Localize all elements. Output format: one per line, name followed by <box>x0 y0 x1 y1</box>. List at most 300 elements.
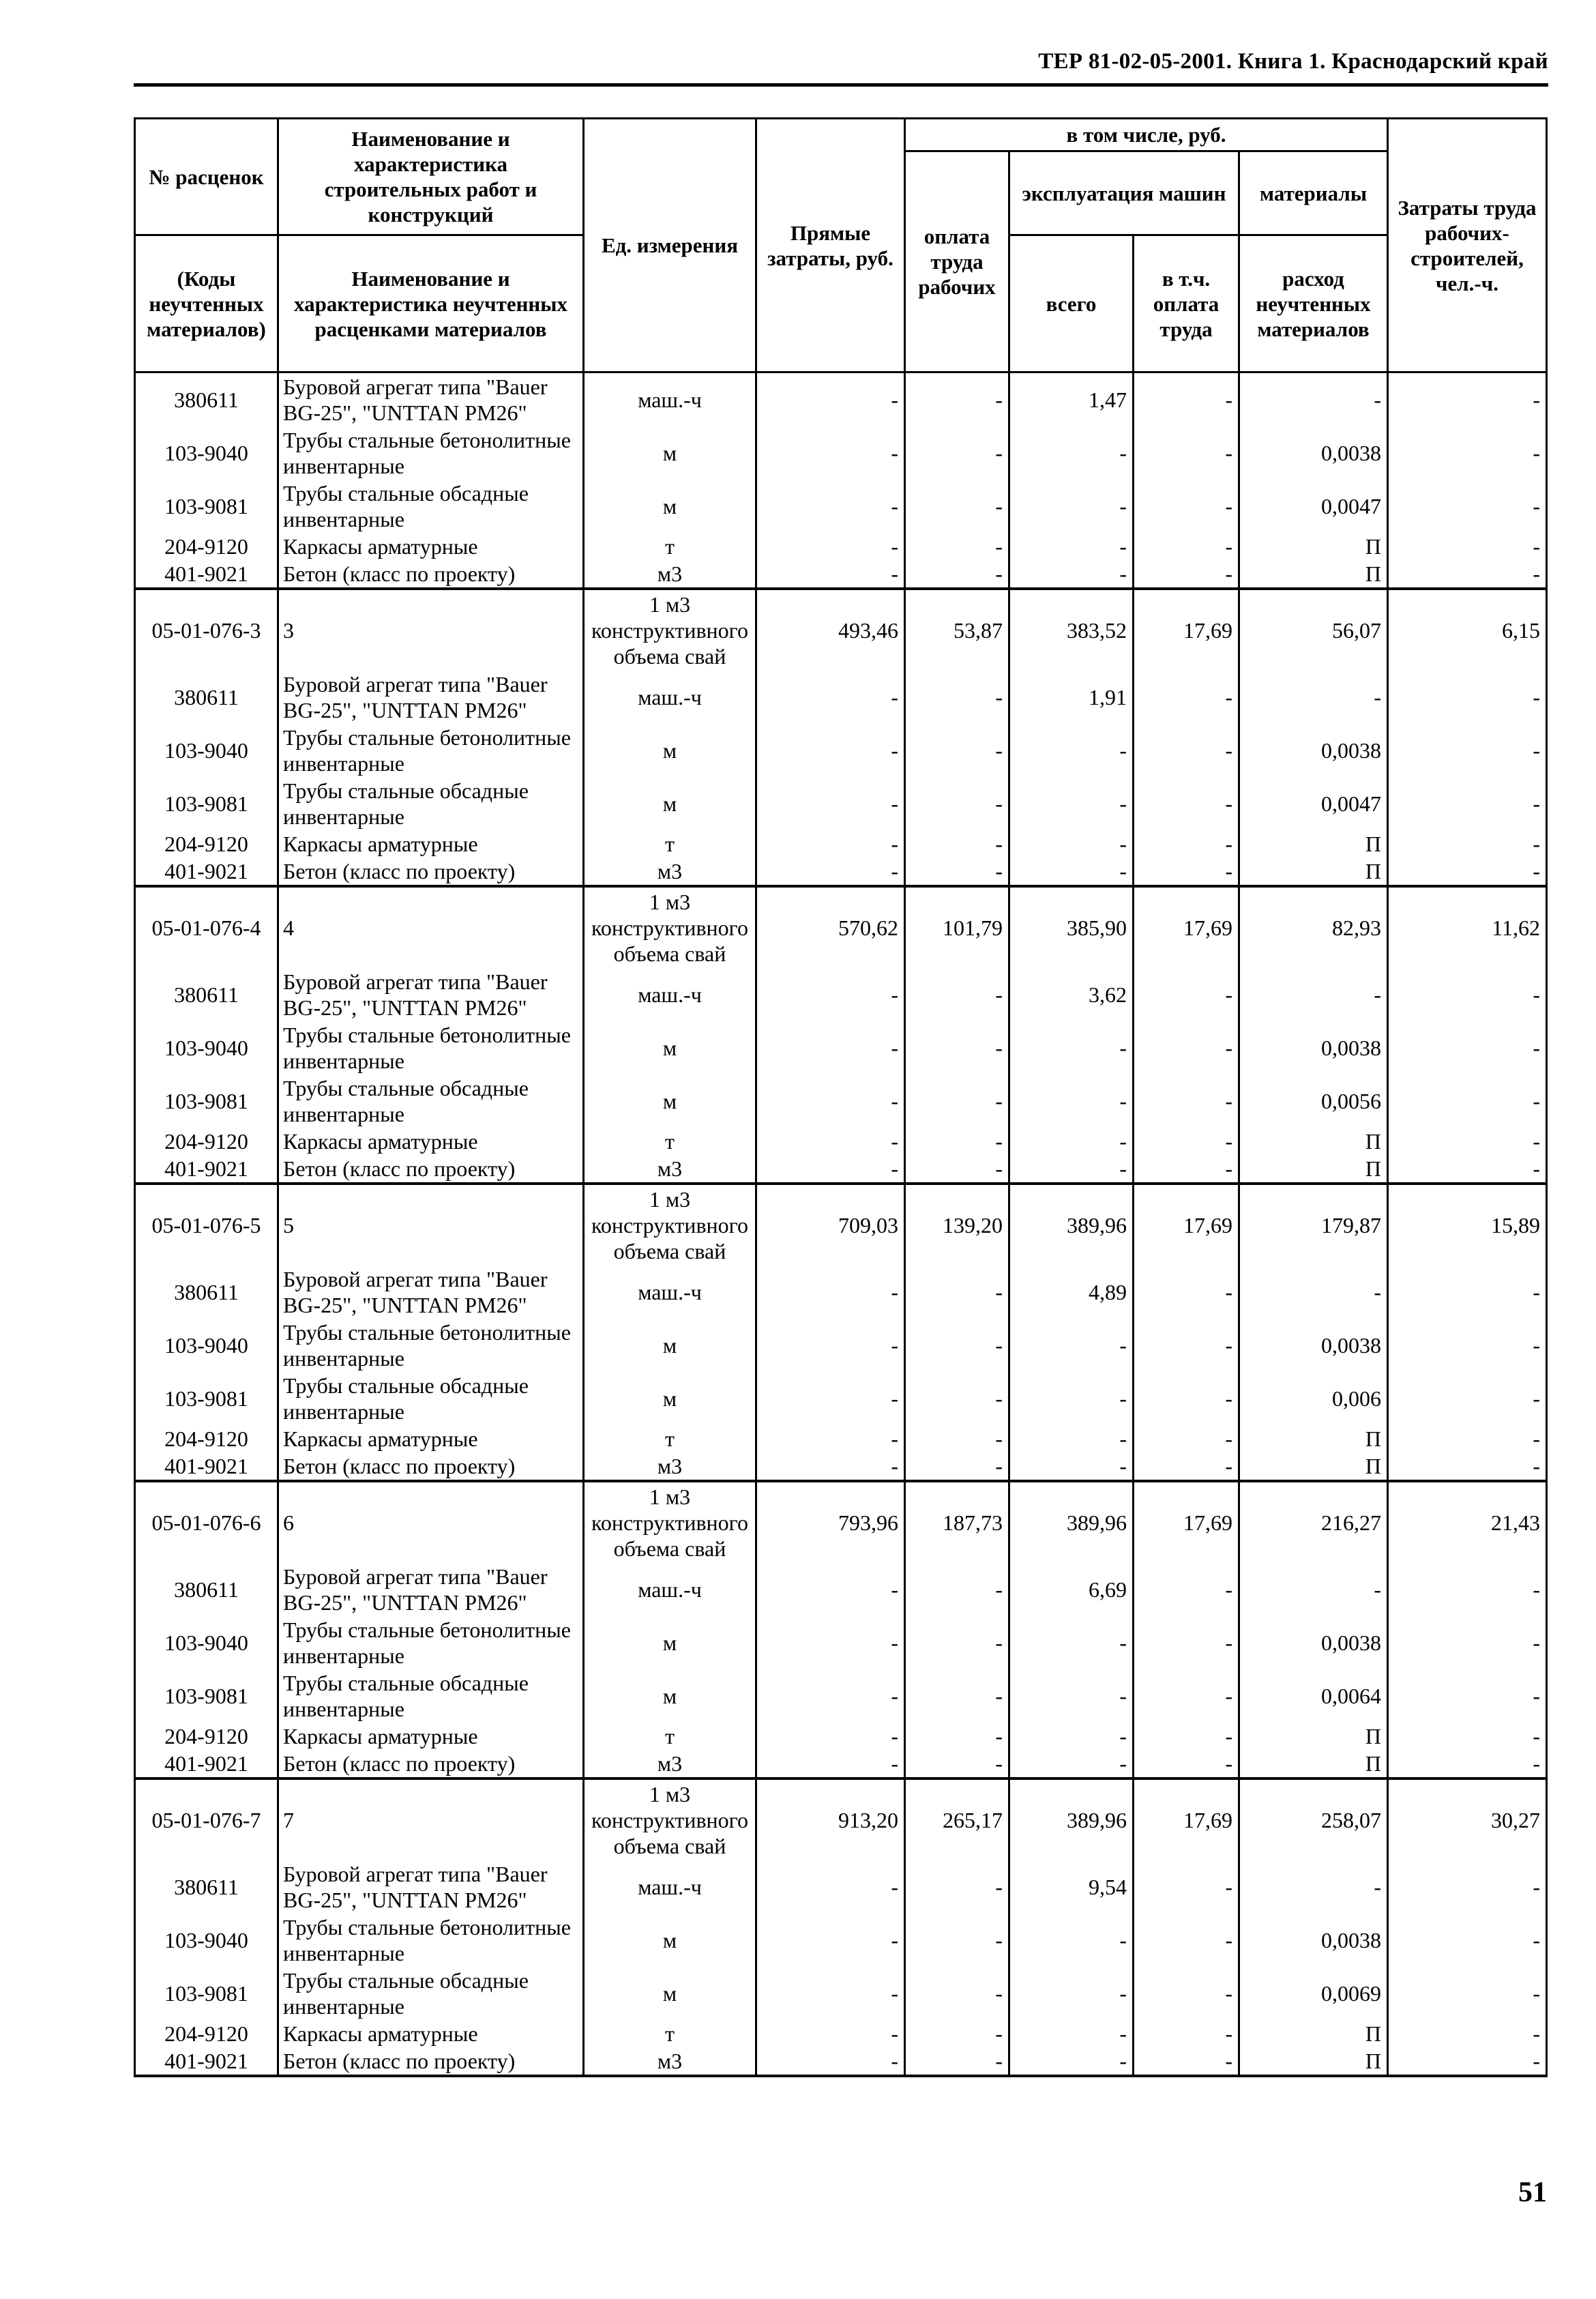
material-row <box>135 1021 1547 1074</box>
labor-pay-cell: - <box>905 1128 1009 1155</box>
labor-pay-cell: - <box>905 671 1009 724</box>
labor-cost-cell: - <box>1388 533 1547 560</box>
material-row <box>135 560 1547 589</box>
material-row <box>135 968 1547 1021</box>
labor-pay-cell: - <box>905 1265 1009 1319</box>
material-row <box>135 1563 1547 1616</box>
direct-costs-cell: - <box>756 480 905 533</box>
materials-cell: 258,07 <box>1239 1778 1388 1860</box>
materials-cell: П <box>1239 1452 1388 1481</box>
direct-costs-cell: 493,46 <box>756 589 905 671</box>
unit-cell: м <box>584 1074 756 1128</box>
machines-labor-cell: - <box>1134 1155 1239 1184</box>
material-row <box>135 1750 1547 1778</box>
direct-costs-cell: - <box>756 1669 905 1723</box>
unit-cell: м <box>584 480 756 533</box>
labor-cost-cell: - <box>1388 858 1547 886</box>
direct-costs-cell: - <box>756 1319 905 1372</box>
machines-labor-cell: - <box>1134 426 1239 480</box>
machines-total-cell: 385,90 <box>1009 886 1134 968</box>
header-machines: эксплуатация машин <box>1009 151 1239 235</box>
material-row <box>135 1452 1547 1481</box>
name-cell: Буровой агрегат типа "Bauer BG-25", "UNTTAN PM26" <box>278 1860 584 1914</box>
material-row <box>135 724 1547 777</box>
code-cell: 204-9120 <box>135 1425 278 1452</box>
unit-cell: 1 м3 конструктивного объема свай <box>584 1184 756 1265</box>
labor-cost-cell: - <box>1388 1616 1547 1669</box>
name-cell: Буровой агрегат типа "Bauer BG-25", "UNTTAN PM26" <box>278 671 584 724</box>
code-cell: 401-9021 <box>135 858 278 886</box>
machines-total-cell: - <box>1009 426 1134 480</box>
machines-total-cell: - <box>1009 1021 1134 1074</box>
machines-labor-cell: - <box>1134 777 1239 830</box>
unit-cell: маш.-ч <box>584 372 756 427</box>
machines-total-cell: - <box>1009 2047 1134 2076</box>
labor-cost-cell: - <box>1388 1723 1547 1750</box>
labor-cost-cell: - <box>1388 724 1547 777</box>
machines-total-cell: - <box>1009 1723 1134 1750</box>
page-number: 51 <box>1518 2177 1547 2208</box>
machines-labor-cell: - <box>1134 1967 1239 2020</box>
material-row <box>135 1155 1547 1184</box>
unit-cell: м <box>584 1616 756 1669</box>
machines-labor-cell: - <box>1134 1021 1239 1074</box>
machines-total-cell: - <box>1009 1967 1134 2020</box>
code-cell: 103-9081 <box>135 1074 278 1128</box>
name-cell: Бетон (класс по проекту) <box>278 1452 584 1481</box>
labor-cost-cell: - <box>1388 2047 1547 2076</box>
header-name: Наименование и характеристика строительных работ и конструкций <box>278 119 584 235</box>
code-cell: 05-01-076-4 <box>135 886 278 968</box>
machines-total-cell: 389,96 <box>1009 1184 1134 1265</box>
name-cell: Бетон (класс по проекту) <box>278 1750 584 1778</box>
direct-costs-cell: - <box>756 1128 905 1155</box>
machines-total-cell: - <box>1009 560 1134 589</box>
materials-cell: - <box>1239 372 1388 427</box>
name-cell: Трубы стальные бетонолитные инвентарные <box>278 1319 584 1372</box>
machines-labor-cell: - <box>1134 671 1239 724</box>
labor-pay-cell: - <box>905 1723 1009 1750</box>
unit-cell: маш.-ч <box>584 671 756 724</box>
machines-total-cell: - <box>1009 1372 1134 1425</box>
machines-labor-cell: - <box>1134 1425 1239 1452</box>
direct-costs-cell: - <box>756 777 905 830</box>
labor-cost-cell: 11,62 <box>1388 886 1547 968</box>
code-cell: 204-9120 <box>135 2020 278 2047</box>
direct-costs-cell: - <box>756 1265 905 1319</box>
header-direct-costs: Прямые затраты, руб. <box>756 119 905 372</box>
unit-cell: маш.-ч <box>584 1265 756 1319</box>
header-materials-unaccounted: расход неучтенных материалов <box>1239 235 1388 372</box>
name-cell: Буровой агрегат типа "Bauer BG-25", "UNTTAN PM26" <box>278 372 584 427</box>
header-unit: Ед. измерения <box>584 119 756 372</box>
machines-total-cell: - <box>1009 2020 1134 2047</box>
machines-total-cell: 9,54 <box>1009 1860 1134 1914</box>
machines-total-cell: - <box>1009 777 1134 830</box>
name-cell: Трубы стальные обсадные инвентарные <box>278 1967 584 2020</box>
name-cell: Каркасы арматурные <box>278 1723 584 1750</box>
labor-cost-cell: - <box>1388 1265 1547 1319</box>
material-row <box>135 1967 1547 2020</box>
code-cell: 401-9021 <box>135 2047 278 2076</box>
materials-cell: П <box>1239 1750 1388 1778</box>
name-cell: Бетон (класс по проекту) <box>278 2047 584 2076</box>
name-cell: 4 <box>278 886 584 968</box>
code-cell: 103-9040 <box>135 1319 278 1372</box>
machines-labor-cell: - <box>1134 1616 1239 1669</box>
material-row <box>135 2047 1547 2076</box>
labor-pay-cell: - <box>905 1616 1009 1669</box>
materials-cell: 0,0038 <box>1239 1319 1388 1372</box>
name-cell: Бетон (класс по проекту) <box>278 560 584 589</box>
labor-pay-cell: - <box>905 724 1009 777</box>
unit-cell: м3 <box>584 1155 756 1184</box>
materials-cell: П <box>1239 1128 1388 1155</box>
labor-pay-cell: - <box>905 1021 1009 1074</box>
material-row <box>135 1723 1547 1750</box>
machines-total-cell: - <box>1009 858 1134 886</box>
machines-labor-cell: - <box>1134 1723 1239 1750</box>
labor-pay-cell: - <box>905 1425 1009 1452</box>
header-labor-pay: оплата труда рабочих <box>905 151 1009 372</box>
code-cell: 204-9120 <box>135 1723 278 1750</box>
name-cell: Трубы стальные обсадные инвентарные <box>278 1669 584 1723</box>
unit-cell: м3 <box>584 1452 756 1481</box>
code-cell: 103-9081 <box>135 1669 278 1723</box>
code-cell: 103-9081 <box>135 777 278 830</box>
machines-labor-cell: - <box>1134 1265 1239 1319</box>
labor-cost-cell: 30,27 <box>1388 1778 1547 1860</box>
machines-total-cell: 389,96 <box>1009 1481 1134 1563</box>
labor-pay-cell: - <box>905 830 1009 858</box>
labor-pay-cell: - <box>905 777 1009 830</box>
labor-pay-cell: - <box>905 1914 1009 1967</box>
materials-cell: 0,0038 <box>1239 1616 1388 1669</box>
direct-costs-cell: - <box>756 1074 905 1128</box>
labor-cost-cell: - <box>1388 426 1547 480</box>
machines-total-cell: 1,47 <box>1009 372 1134 427</box>
labor-cost-cell: - <box>1388 560 1547 589</box>
direct-costs-cell: - <box>756 671 905 724</box>
machines-labor-cell: - <box>1134 1563 1239 1616</box>
direct-costs-cell: - <box>756 1563 905 1616</box>
direct-costs-cell: - <box>756 724 905 777</box>
labor-cost-cell: - <box>1388 777 1547 830</box>
materials-cell: 0,0038 <box>1239 724 1388 777</box>
labor-pay-cell: - <box>905 1750 1009 1778</box>
material-row <box>135 1860 1547 1914</box>
machines-total-cell: 389,96 <box>1009 1778 1134 1860</box>
unit-cell: т <box>584 533 756 560</box>
unit-cell: м <box>584 1669 756 1723</box>
materials-cell: П <box>1239 560 1388 589</box>
materials-cell: 216,27 <box>1239 1481 1388 1563</box>
table-header <box>135 119 1547 372</box>
name-cell: Трубы стальные бетонолитные инвентарные <box>278 1914 584 1967</box>
unit-cell: маш.-ч <box>584 1860 756 1914</box>
unit-cell: 1 м3 конструктивного объема свай <box>584 589 756 671</box>
machines-total-cell: - <box>1009 1616 1134 1669</box>
code-cell: 103-9081 <box>135 1967 278 2020</box>
labor-pay-cell: - <box>905 1319 1009 1372</box>
unit-cell: м <box>584 1914 756 1967</box>
labor-cost-cell: 6,15 <box>1388 589 1547 671</box>
labor-cost-cell: - <box>1388 1750 1547 1778</box>
machines-total-cell: - <box>1009 1128 1134 1155</box>
code-cell: 380611 <box>135 1265 278 1319</box>
rate-row <box>135 1481 1547 1563</box>
unit-cell: т <box>584 830 756 858</box>
labor-pay-cell: - <box>905 1563 1009 1616</box>
direct-costs-cell: - <box>756 1616 905 1669</box>
machines-labor-cell: 17,69 <box>1134 1481 1239 1563</box>
name-cell: 7 <box>278 1778 584 1860</box>
materials-cell: 56,07 <box>1239 589 1388 671</box>
materials-cell: 0,0064 <box>1239 1669 1388 1723</box>
code-cell: 103-9040 <box>135 1616 278 1669</box>
machines-total-cell: - <box>1009 1074 1134 1128</box>
labor-cost-cell: - <box>1388 1074 1547 1128</box>
rates-table <box>134 117 1548 2077</box>
unit-cell: м3 <box>584 2047 756 2076</box>
machines-labor-cell: - <box>1134 1669 1239 1723</box>
labor-pay-cell: - <box>905 2047 1009 2076</box>
machines-total-cell: 4,89 <box>1009 1265 1134 1319</box>
materials-cell: П <box>1239 1723 1388 1750</box>
labor-cost-cell: - <box>1388 1452 1547 1481</box>
labor-pay-cell: - <box>905 1372 1009 1425</box>
materials-cell: П <box>1239 2020 1388 2047</box>
unit-cell: м <box>584 1319 756 1372</box>
labor-cost-cell: - <box>1388 830 1547 858</box>
direct-costs-cell: - <box>756 372 905 427</box>
labor-cost-cell: - <box>1388 1021 1547 1074</box>
header-rule <box>134 83 1548 87</box>
labor-pay-cell: 53,87 <box>905 589 1009 671</box>
code-cell: 103-9081 <box>135 480 278 533</box>
labor-pay-cell: - <box>905 1155 1009 1184</box>
unit-cell: м <box>584 777 756 830</box>
code-cell: 401-9021 <box>135 1452 278 1481</box>
direct-costs-cell: - <box>756 2020 905 2047</box>
name-cell: Каркасы арматурные <box>278 830 584 858</box>
direct-costs-cell: - <box>756 1021 905 1074</box>
rate-row <box>135 589 1547 671</box>
materials-cell: - <box>1239 671 1388 724</box>
name-cell: Каркасы арматурные <box>278 2020 584 2047</box>
code-cell: 103-9081 <box>135 1372 278 1425</box>
machines-total-cell: 1,91 <box>1009 671 1134 724</box>
unit-cell: м <box>584 426 756 480</box>
material-row <box>135 1372 1547 1425</box>
materials-cell: - <box>1239 968 1388 1021</box>
labor-cost-cell: - <box>1388 1967 1547 2020</box>
materials-cell: 0,0056 <box>1239 1074 1388 1128</box>
direct-costs-cell: - <box>756 1425 905 1452</box>
unit-cell: маш.-ч <box>584 968 756 1021</box>
machines-labor-cell: 17,69 <box>1134 589 1239 671</box>
direct-costs-cell: - <box>756 968 905 1021</box>
direct-costs-cell: - <box>756 858 905 886</box>
unit-cell: м <box>584 724 756 777</box>
machines-labor-cell: - <box>1134 858 1239 886</box>
labor-pay-cell: - <box>905 1860 1009 1914</box>
name-cell: Трубы стальные бетонолитные инвентарные <box>278 724 584 777</box>
direct-costs-cell: 709,03 <box>756 1184 905 1265</box>
labor-cost-cell: - <box>1388 1155 1547 1184</box>
labor-cost-cell: - <box>1388 372 1547 427</box>
name-cell: Трубы стальные бетонолитные инвентарные <box>278 426 584 480</box>
running-header: ТЕР 81-02-05-2001. Книга 1. Краснодарский край <box>1038 49 1548 74</box>
labor-cost-cell: - <box>1388 1914 1547 1967</box>
name-cell: 6 <box>278 1481 584 1563</box>
name-cell: Трубы стальные бетонолитные инвентарные <box>278 1616 584 1669</box>
machines-total-cell: - <box>1009 1319 1134 1372</box>
direct-costs-cell: - <box>756 560 905 589</box>
materials-cell: 0,0038 <box>1239 1914 1388 1967</box>
labor-cost-cell: - <box>1388 968 1547 1021</box>
header-machines-labor: в т.ч. оплата труда <box>1134 235 1239 372</box>
name-cell: Бетон (класс по проекту) <box>278 1155 584 1184</box>
code-cell: 401-9021 <box>135 560 278 589</box>
labor-cost-cell: - <box>1388 1669 1547 1723</box>
machines-total-cell: - <box>1009 1452 1134 1481</box>
material-row <box>135 2020 1547 2047</box>
labor-pay-cell: - <box>905 2020 1009 2047</box>
direct-costs-cell: - <box>756 1723 905 1750</box>
code-cell: 204-9120 <box>135 1128 278 1155</box>
direct-costs-cell: - <box>756 1860 905 1914</box>
code-cell: 05-01-076-5 <box>135 1184 278 1265</box>
materials-cell: 0,006 <box>1239 1372 1388 1425</box>
header-including: в том числе, руб. <box>905 119 1388 151</box>
machines-total-cell: 383,52 <box>1009 589 1134 671</box>
labor-cost-cell: 21,43 <box>1388 1481 1547 1563</box>
direct-costs-cell: - <box>756 2047 905 2076</box>
header-materials: материалы <box>1239 151 1388 235</box>
materials-cell: П <box>1239 1155 1388 1184</box>
material-row <box>135 1074 1547 1128</box>
machines-labor-cell: - <box>1134 1750 1239 1778</box>
direct-costs-cell: 570,62 <box>756 886 905 968</box>
unit-cell: м <box>584 1372 756 1425</box>
labor-cost-cell: - <box>1388 1319 1547 1372</box>
direct-costs-cell: - <box>756 426 905 480</box>
labor-pay-cell: - <box>905 1669 1009 1723</box>
unit-cell: маш.-ч <box>584 1563 756 1616</box>
direct-costs-cell: - <box>756 1914 905 1967</box>
machines-labor-cell: - <box>1134 830 1239 858</box>
material-row <box>135 671 1547 724</box>
materials-cell: 0,0069 <box>1239 1967 1388 2020</box>
name-cell: Трубы стальные бетонолитные инвентарные <box>278 1021 584 1074</box>
materials-cell: - <box>1239 1563 1388 1616</box>
direct-costs-cell: - <box>756 533 905 560</box>
code-cell: 103-9040 <box>135 724 278 777</box>
direct-costs-cell: - <box>756 1452 905 1481</box>
direct-costs-cell: - <box>756 1155 905 1184</box>
material-row <box>135 1616 1547 1669</box>
machines-labor-cell: 17,69 <box>1134 1184 1239 1265</box>
unit-cell: м <box>584 1021 756 1074</box>
code-cell: 103-9040 <box>135 1021 278 1074</box>
machines-labor-cell: - <box>1134 2020 1239 2047</box>
name-cell: Буровой агрегат типа "Bauer BG-25", "UNTTAN PM26" <box>278 968 584 1021</box>
machines-total-cell: 3,62 <box>1009 968 1134 1021</box>
machines-labor-cell: - <box>1134 560 1239 589</box>
machines-labor-cell: - <box>1134 1860 1239 1914</box>
labor-cost-cell: - <box>1388 480 1547 533</box>
code-cell: 401-9021 <box>135 1750 278 1778</box>
code-cell: 401-9021 <box>135 1155 278 1184</box>
header-machines-total: всего <box>1009 235 1134 372</box>
name-cell: Трубы стальные обсадные инвентарные <box>278 777 584 830</box>
labor-pay-cell: 139,20 <box>905 1184 1009 1265</box>
material-row <box>135 372 1547 427</box>
unit-cell: т <box>584 1425 756 1452</box>
labor-cost-cell: - <box>1388 1372 1547 1425</box>
labor-cost-cell: - <box>1388 1425 1547 1452</box>
materials-cell: 0,0047 <box>1239 777 1388 830</box>
direct-costs-cell: 913,20 <box>756 1778 905 1860</box>
header-name-materials: Наименование и характеристика неучтенных расценками материалов <box>278 235 584 372</box>
materials-cell: 0,0038 <box>1239 1021 1388 1074</box>
material-row <box>135 1265 1547 1319</box>
machines-labor-cell: - <box>1134 1074 1239 1128</box>
header-labor-cost: Затраты труда рабочих-строителей, чел.-ч. <box>1388 119 1547 372</box>
table-body <box>135 372 1547 2077</box>
machines-labor-cell: - <box>1134 533 1239 560</box>
machines-labor-cell: - <box>1134 1128 1239 1155</box>
direct-costs-cell: - <box>756 1967 905 2020</box>
material-row <box>135 858 1547 886</box>
direct-costs-cell: - <box>756 1372 905 1425</box>
name-cell: Каркасы арматурные <box>278 533 584 560</box>
machines-total-cell: - <box>1009 1425 1134 1452</box>
header-code-materials: (Коды неучтенных материалов) <box>135 235 278 372</box>
machines-labor-cell: - <box>1134 968 1239 1021</box>
machines-labor-cell: - <box>1134 1914 1239 1967</box>
material-row <box>135 1914 1547 1967</box>
unit-cell: т <box>584 1128 756 1155</box>
machines-total-cell: - <box>1009 1669 1134 1723</box>
name-cell: Трубы стальные обсадные инвентарные <box>278 1372 584 1425</box>
code-cell: 05-01-076-3 <box>135 589 278 671</box>
materials-cell: П <box>1239 830 1388 858</box>
materials-cell: - <box>1239 1860 1388 1914</box>
rate-row <box>135 1778 1547 1860</box>
machines-labor-cell: - <box>1134 1452 1239 1481</box>
machines-total-cell: - <box>1009 1750 1134 1778</box>
machines-total-cell: - <box>1009 724 1134 777</box>
unit-cell: т <box>584 2020 756 2047</box>
code-cell: 380611 <box>135 968 278 1021</box>
header-code: № расценок <box>135 119 278 235</box>
code-cell: 380611 <box>135 372 278 427</box>
code-cell: 380611 <box>135 1860 278 1914</box>
unit-cell: 1 м3 конструктивного объема свай <box>584 1778 756 1860</box>
code-cell: 05-01-076-7 <box>135 1778 278 1860</box>
name-cell: 5 <box>278 1184 584 1265</box>
rate-row <box>135 886 1547 968</box>
labor-pay-cell: - <box>905 1074 1009 1128</box>
machines-labor-cell: 17,69 <box>1134 886 1239 968</box>
code-cell: 103-9040 <box>135 426 278 480</box>
machines-labor-cell: 17,69 <box>1134 1778 1239 1860</box>
direct-costs-cell: 793,96 <box>756 1481 905 1563</box>
code-cell: 380611 <box>135 671 278 724</box>
labor-pay-cell: 101,79 <box>905 886 1009 968</box>
